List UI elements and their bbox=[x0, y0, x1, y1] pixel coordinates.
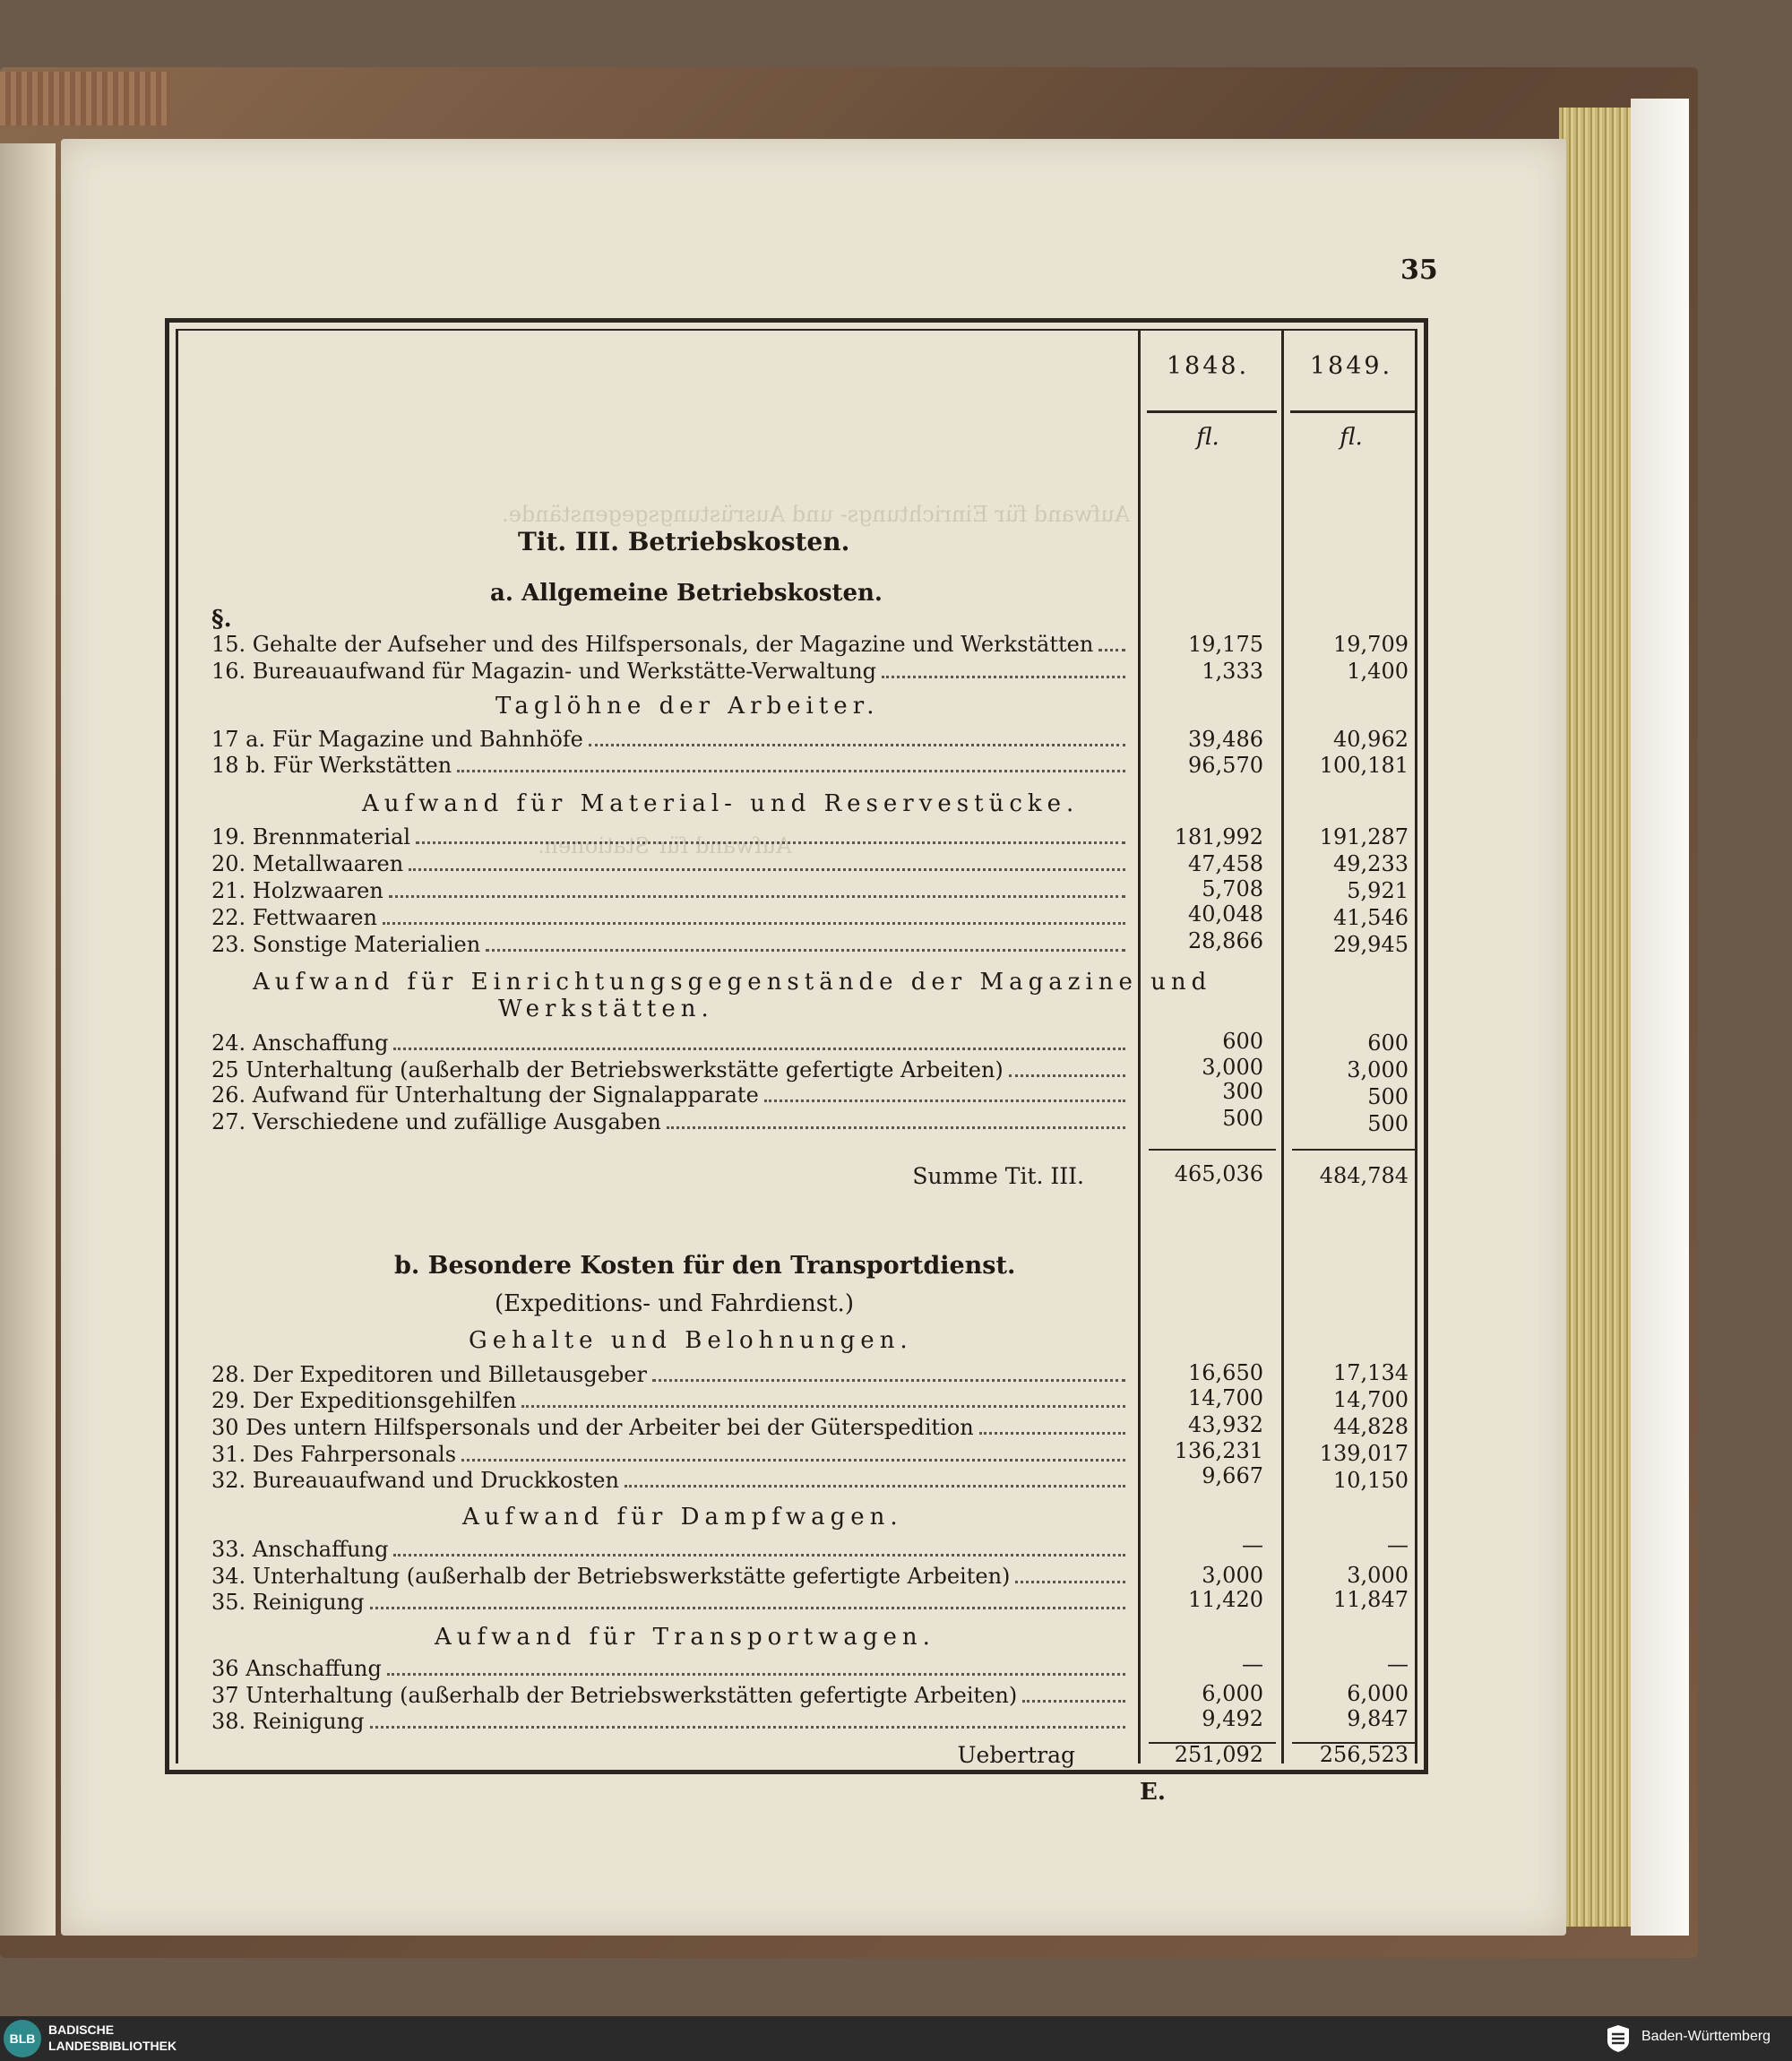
blb-logo[interactable]: BLB bbox=[4, 2020, 41, 2057]
row-label: 29. Der Expeditionsgehilfen bbox=[211, 1388, 517, 1413]
library-name[interactable] bbox=[48, 2022, 177, 2054]
table-row bbox=[211, 1656, 1125, 1683]
table-row bbox=[211, 1468, 1125, 1495]
row-value-1848: — bbox=[1242, 1651, 1263, 1677]
viewer-footer bbox=[0, 2016, 1792, 2061]
row-value-1848: 600 bbox=[1222, 1029, 1263, 1054]
row-label: 23. Sonstige Materialien bbox=[211, 932, 481, 957]
row-value-1848: 9,667 bbox=[1202, 1463, 1263, 1488]
table-row bbox=[211, 1442, 1125, 1469]
summe-label: Summe Tit. III. bbox=[912, 1163, 1084, 1189]
summe-rule-1848 bbox=[1149, 1149, 1276, 1151]
dot-leader bbox=[370, 1606, 1125, 1609]
table-row bbox=[211, 753, 1125, 780]
table-row bbox=[211, 905, 1125, 932]
table-row bbox=[211, 632, 1125, 659]
catch-word: E. bbox=[1140, 1779, 1166, 1806]
table-row bbox=[211, 878, 1125, 905]
row-value-1849: 17,134 bbox=[1333, 1360, 1409, 1385]
row-label: 18 b. Für Werkstätten bbox=[211, 753, 452, 778]
dot-leader bbox=[416, 841, 1125, 844]
row-value-1848: 3,000 bbox=[1202, 1055, 1263, 1080]
header-rule-1848 bbox=[1147, 410, 1277, 413]
row-value-1849: 44,828 bbox=[1333, 1414, 1409, 1439]
dot-leader bbox=[486, 948, 1125, 952]
row-value-1849: 139,017 bbox=[1319, 1441, 1409, 1466]
row-value-1849: 10,150 bbox=[1333, 1468, 1409, 1493]
summe-1849: 484,784 bbox=[1319, 1163, 1409, 1188]
subheading-gehalte: Gehalte und Belohnungen. bbox=[469, 1327, 913, 1354]
section-b-subtitle: (Expeditions- und Fahrdienst.) bbox=[495, 1290, 854, 1317]
dot-leader bbox=[457, 769, 1125, 772]
dot-leader bbox=[764, 1099, 1125, 1102]
gilt-page-edges bbox=[1559, 108, 1631, 1927]
row-value-1849: 6,000 bbox=[1347, 1681, 1409, 1706]
row-label: 24. Anschaffung bbox=[211, 1030, 389, 1056]
row-value-1849: 14,700 bbox=[1333, 1387, 1409, 1412]
dot-leader bbox=[461, 1458, 1125, 1462]
library-name-line1: BADISCHE bbox=[48, 2022, 115, 2037]
dot-leader bbox=[625, 1484, 1125, 1488]
row-value-1848: — bbox=[1242, 1532, 1263, 1557]
dot-leader bbox=[1015, 1580, 1125, 1583]
table-row bbox=[211, 1362, 1125, 1389]
row-label: 30 Des untern Hilfspersonals und der Arbeiter bei der Güterspedition bbox=[211, 1415, 974, 1440]
uebertrag-1849: 256,523 bbox=[1319, 1742, 1409, 1767]
table-row bbox=[211, 1388, 1125, 1415]
table-row bbox=[211, 659, 1125, 686]
left-page-edge bbox=[0, 143, 56, 1936]
state-label[interactable]: Baden-Württemberg bbox=[1641, 2029, 1771, 2044]
row-value-1848: 96,570 bbox=[1188, 753, 1263, 778]
summe-1848: 465,036 bbox=[1174, 1161, 1263, 1186]
dot-leader bbox=[1009, 1074, 1125, 1077]
row-value-1849: — bbox=[1387, 1651, 1409, 1677]
table-row bbox=[211, 851, 1125, 878]
library-name-line2: LANDESBIBLIOTHEK bbox=[48, 2039, 177, 2053]
subheading-einrichtung-line2: Werkstätten. bbox=[498, 996, 714, 1022]
row-label: 32. Bureauaufwand und Druckkosten bbox=[211, 1468, 619, 1493]
page-number: 35 bbox=[1400, 254, 1438, 286]
row-value-1849: 49,233 bbox=[1333, 851, 1409, 876]
table-row bbox=[211, 932, 1125, 959]
section-title: Tit. III. Betriebskosten. bbox=[518, 527, 850, 556]
row-label: 16. Bureauaufwand für Magazin- und Werkstätte-Verwaltung bbox=[211, 659, 877, 684]
table-row bbox=[211, 824, 1125, 851]
row-value-1849: 41,546 bbox=[1333, 905, 1409, 930]
row-value-1849: 191,287 bbox=[1319, 824, 1409, 849]
dot-leader bbox=[370, 1725, 1125, 1729]
row-value-1849: 1,400 bbox=[1347, 659, 1409, 684]
subheading-dampfwagen: Aufwand für Dampfwagen. bbox=[462, 1504, 903, 1531]
dot-leader bbox=[389, 894, 1125, 898]
dot-leader bbox=[521, 1404, 1125, 1408]
show-through-text: Aufwand für Stationen. bbox=[538, 833, 792, 858]
dot-leader bbox=[383, 921, 1125, 925]
row-label: 15. Gehalte der Aufseher und des Hilfspersonals, der Magazine und Werkstätten bbox=[211, 632, 1094, 657]
dot-leader bbox=[667, 1125, 1125, 1129]
dot-leader bbox=[1098, 648, 1125, 651]
subheading-einrichtung-line1: Aufwand für Einrichtungsgegenstände der Magazine und bbox=[253, 969, 1212, 996]
summe-rule-1849 bbox=[1292, 1149, 1416, 1151]
table-row bbox=[211, 1082, 1125, 1109]
page-block-edge bbox=[1631, 99, 1689, 1936]
row-label: 20. Metallwaaren bbox=[211, 851, 404, 876]
row-label: 22. Fettwaaren bbox=[211, 905, 377, 930]
row-label: 17 a. Für Magazine und Bahnhöfe bbox=[211, 727, 583, 752]
row-value-1849: 5,921 bbox=[1347, 878, 1409, 903]
column-header-1849: 1849. bbox=[1309, 352, 1393, 380]
dot-leader bbox=[882, 675, 1125, 678]
row-label: 37 Unterhaltung (außerhalb der Betriebswerkstätten gefertigte Arbeiten) bbox=[211, 1683, 1018, 1708]
dot-leader bbox=[1022, 1699, 1125, 1703]
row-value-1848: 11,420 bbox=[1188, 1587, 1263, 1612]
dot-leader bbox=[393, 1047, 1125, 1050]
row-value-1848: 16,650 bbox=[1188, 1360, 1263, 1385]
column-header-1848: 1848. bbox=[1166, 352, 1250, 380]
row-value-1848: 500 bbox=[1222, 1106, 1263, 1131]
subheading-taglohne: Taglöhne der Arbeiter. bbox=[495, 693, 880, 720]
uebertrag-label: Uebertrag bbox=[957, 1742, 1075, 1768]
subheading-material: Aufwand für Material- und Reservestücke. bbox=[362, 790, 1080, 817]
dot-leader bbox=[393, 1553, 1125, 1557]
row-value-1848: 39,486 bbox=[1188, 727, 1263, 752]
row-label: 34. Unterhaltung (außerhalb der Betriebswerkstätte gefertigte Arbeiten) bbox=[211, 1564, 1011, 1589]
uebertrag-1848: 251,092 bbox=[1174, 1742, 1263, 1767]
row-label: 26. Aufwand für Unterhaltung der Signalapparate bbox=[211, 1082, 759, 1108]
row-value-1848: 40,048 bbox=[1188, 901, 1263, 927]
row-value-1849: 11,847 bbox=[1333, 1587, 1409, 1612]
section-b-heading: b. Besondere Kosten für den Transportdienst. bbox=[394, 1252, 1016, 1280]
table-row bbox=[211, 1683, 1125, 1710]
table-row bbox=[211, 1057, 1125, 1084]
row-value-1849: 500 bbox=[1367, 1084, 1409, 1109]
table-row bbox=[211, 1415, 1125, 1442]
row-value-1848: 3,000 bbox=[1202, 1563, 1263, 1588]
row-label: 33. Anschaffung bbox=[211, 1537, 389, 1562]
dot-leader bbox=[387, 1672, 1125, 1676]
row-value-1848: 181,992 bbox=[1174, 824, 1263, 849]
table-row bbox=[211, 1109, 1125, 1136]
row-value-1849: 3,000 bbox=[1347, 1563, 1409, 1588]
row-value-1849: 29,945 bbox=[1333, 932, 1409, 957]
row-label: 28. Der Expeditoren und Billetausgeber bbox=[211, 1362, 647, 1387]
row-value-1849: 500 bbox=[1367, 1111, 1409, 1136]
row-value-1849: 600 bbox=[1367, 1030, 1409, 1056]
row-value-1848: 6,000 bbox=[1202, 1681, 1263, 1706]
cover-edge bbox=[0, 72, 170, 125]
subheading-transportwagen: Aufwand für Transportwagen. bbox=[435, 1624, 935, 1651]
header-rule-1849 bbox=[1290, 410, 1416, 413]
row-value-1848: 43,932 bbox=[1188, 1412, 1263, 1437]
table-row bbox=[211, 727, 1125, 754]
table-row bbox=[211, 1709, 1125, 1736]
table-row bbox=[211, 1564, 1125, 1591]
row-value-1848: 9,492 bbox=[1202, 1706, 1263, 1731]
row-label: 35. Reinigung bbox=[211, 1590, 365, 1615]
dot-leader bbox=[979, 1431, 1125, 1435]
show-through-text: Aufwand für Einrichtungs- und Ausrüstungsgegenstände. bbox=[502, 502, 1131, 527]
table-row bbox=[211, 1030, 1125, 1057]
row-value-1848: 1,333 bbox=[1202, 659, 1263, 684]
row-value-1848: 300 bbox=[1222, 1079, 1263, 1104]
row-label: 31. Des Fahrpersonals bbox=[211, 1442, 457, 1467]
dot-leader bbox=[409, 867, 1125, 871]
row-value-1849: 9,847 bbox=[1347, 1706, 1409, 1731]
unit-1849: fl. bbox=[1340, 424, 1363, 451]
row-value-1849: 40,962 bbox=[1333, 727, 1409, 752]
dot-leader bbox=[589, 743, 1125, 746]
table-row bbox=[211, 1590, 1125, 1617]
row-value-1848: 47,458 bbox=[1188, 851, 1263, 876]
row-value-1849: — bbox=[1387, 1532, 1409, 1557]
row-label: 38. Reinigung bbox=[211, 1709, 365, 1734]
row-value-1848: 136,231 bbox=[1174, 1438, 1263, 1463]
row-value-1848: 19,175 bbox=[1188, 632, 1263, 657]
row-label: 21. Holzwaaren bbox=[211, 878, 383, 903]
row-value-1848: 14,700 bbox=[1188, 1385, 1263, 1410]
section-a-heading: a. Allgemeine Betriebskosten. bbox=[490, 580, 883, 607]
dot-leader bbox=[652, 1378, 1125, 1382]
row-value-1849: 19,709 bbox=[1333, 632, 1409, 657]
row-value-1849: 100,181 bbox=[1319, 753, 1409, 778]
row-value-1849: 3,000 bbox=[1347, 1057, 1409, 1082]
row-value-1848: 28,866 bbox=[1188, 928, 1263, 953]
table-row bbox=[211, 1537, 1125, 1564]
row-label: 27. Verschiedene und zufällige Ausgaben bbox=[211, 1109, 661, 1134]
row-label: 19. Brennmaterial bbox=[211, 824, 411, 849]
paragraph-sign: §. bbox=[211, 606, 232, 633]
row-label: 25 Unterhaltung (außerhalb der Betriebswerkstätte gefertigte Arbeiten) bbox=[211, 1057, 1004, 1082]
coat-of-arms-icon bbox=[1604, 2023, 1633, 2054]
unit-1848: fl. bbox=[1196, 424, 1219, 451]
row-label: 36 Anschaffung bbox=[211, 1656, 382, 1681]
row-value-1848: 5,708 bbox=[1202, 876, 1263, 901]
